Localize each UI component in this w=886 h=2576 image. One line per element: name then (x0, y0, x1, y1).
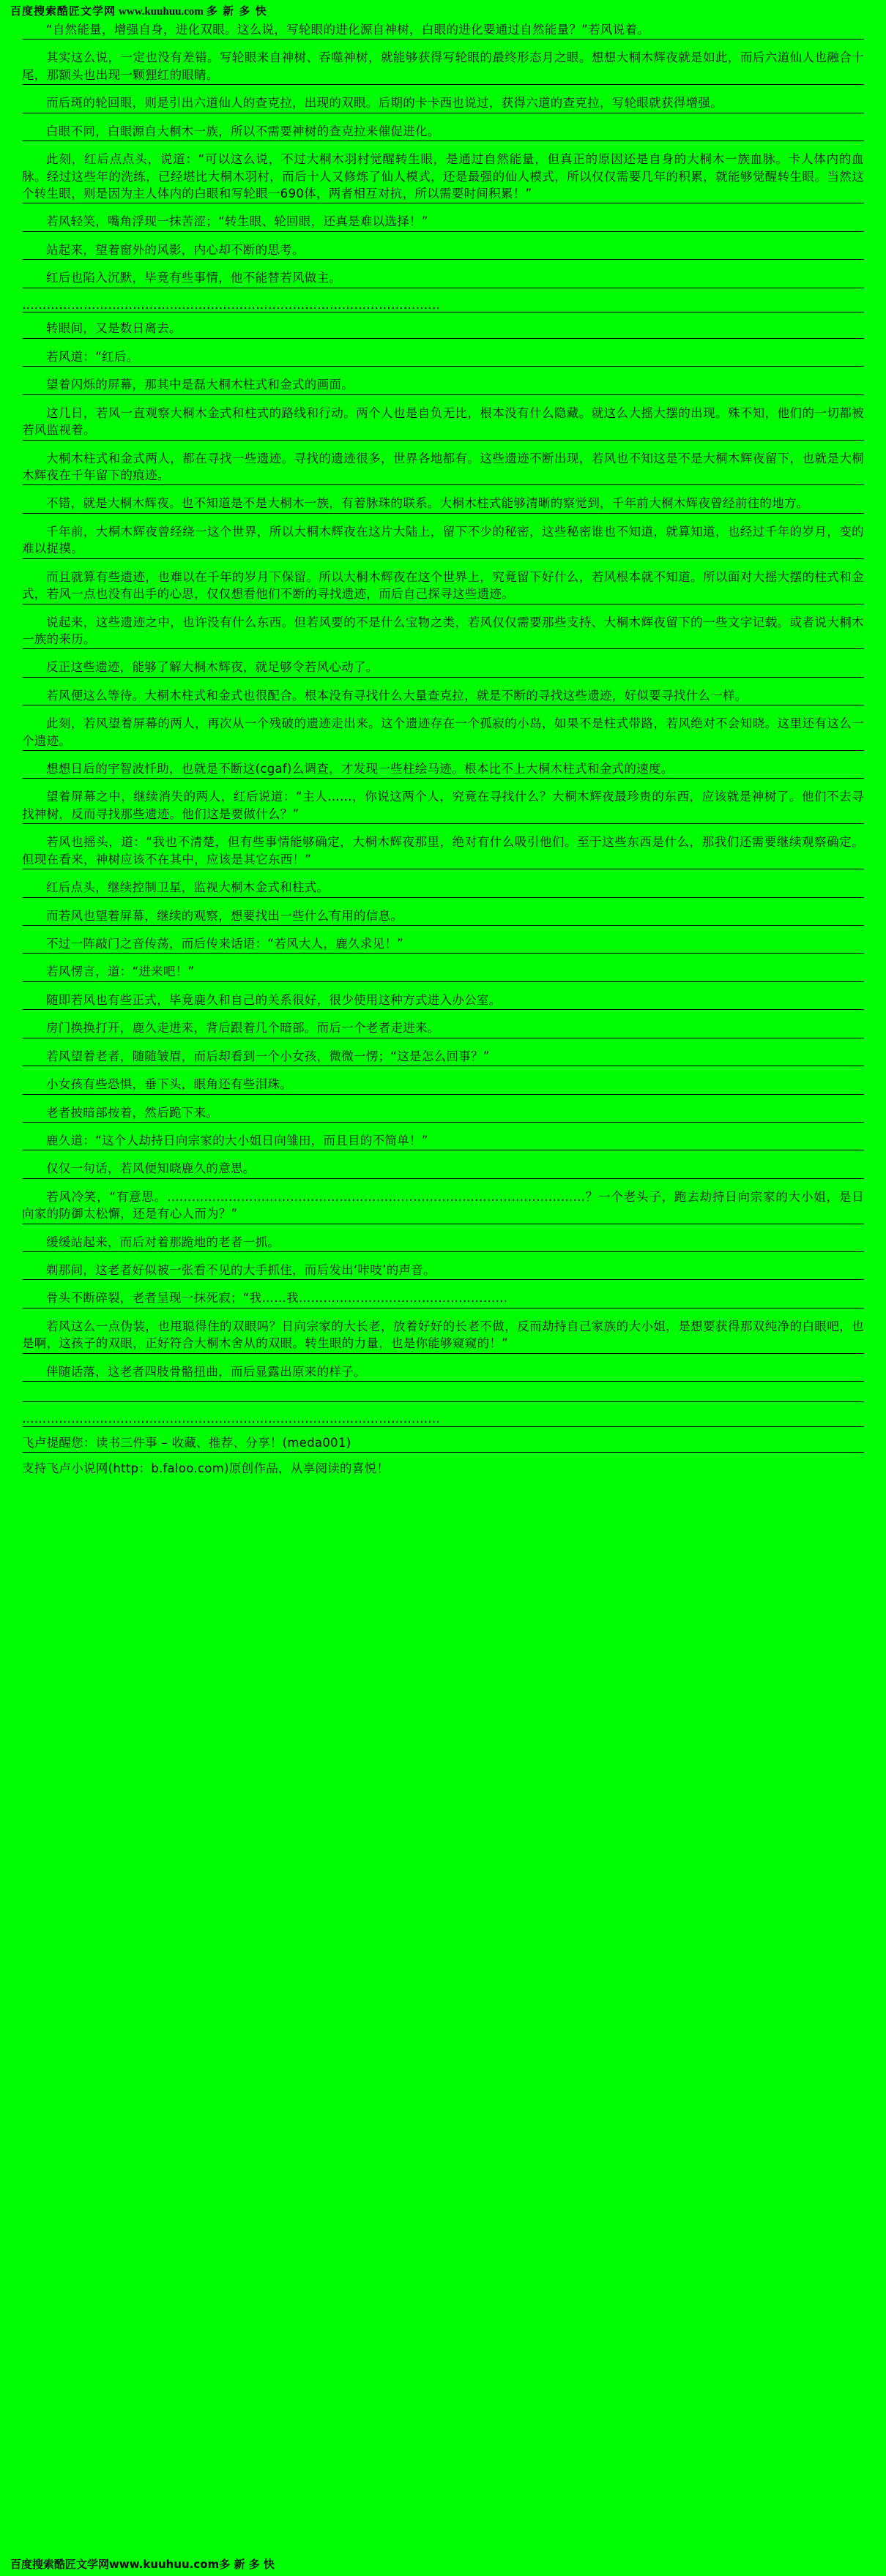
paragraph: 老者披暗部按着，然后跪下来。 (22, 1104, 864, 1123)
paragraph: 若风望着老者，随随皱眉，而后却看到一个小女孩，微微一愣；“这是怎么回事？” (22, 1048, 864, 1066)
banner-url[interactable]: www.kuuhuu.com (119, 6, 204, 18)
paragraph: 若风轻笑，嘴角浮现一抹苦涩；“转生眼、轮回眼，还真是难以选择！” (22, 213, 864, 231)
paragraph: 小女孩有些恐惧，垂下头，眼角还有些泪珠。 (22, 1076, 864, 1094)
paragraph: 想想日后的宇智波忏助，也就是不断这(cgaf)么调查，才发现一些柱绘马迹。根本比不上大桐木柱式和金式的速度。 (22, 760, 864, 779)
paragraph: “自然能量，增强自身，进化双眼。这么说，写轮眼的进化源自神树，白眼的进化要通过自然能量？”若风说着。 (22, 21, 864, 40)
paragraph: 剃那间，这老者好似被一张看不见的大手抓住，而后发出‘咔吱’的声音。 (22, 1262, 864, 1280)
paragraph: 站起来，望着窗外的风影，内心却不断的思考。 (22, 242, 864, 260)
paragraph: 千年前，大桐木辉夜曾经绕一这个世界，所以大桐木辉夜在这片大陆上，留下不少的秘密，这些秘密谁也不知道，就算知道，也经过千年的岁月，变的难以捉摸。 (22, 523, 864, 559)
scene-break-dots: ………………………………………………………………………………………… (22, 298, 864, 313)
top-site-banner (0, 0, 886, 20)
banner-tail: 多 新 多 快 (206, 4, 267, 18)
paragraph: 说起来，这些遗迹之中，也许没有什么东西。但若风要的不是什么宝物之类，若风仅仅需要那些支持、大桐木辉夜留下的一些文字记载。或者说大桐木一族的来历。 (22, 614, 864, 650)
banner-brand-search: 百度搜索 (10, 4, 58, 18)
paragraph: 若风愣言，道：“进来吧！” (22, 963, 864, 981)
paragraph: 而后斑的轮回眼，则是引出六道仙人的查克拉，出现的双眼。后期的卡卡西也说过，获得六道的查克拉，写轮眼就获得增强。 (22, 94, 864, 113)
paragraph: 若风道：“红后。 (22, 348, 864, 367)
paragraph: 此刻，若风望着屏幕的两人，再次从一个残破的遗迹走出来。这个遗迹存在一个孤寂的小岛，如果不是柱式带路，若风绝对不会知晓。这里还有这么一个遗迹。 (22, 715, 864, 751)
paragraph: 望着屏幕之中，继续消失的两人，红后说道：“主人……，你说这两个人，究竟在寻找什么？大桐木辉夜最珍贵的东西，应该就是神树了。他们不去寻找神树，反而寻找那些遗迹。他们这是要做什么？” (22, 788, 864, 824)
paragraph: 不过一阵敲门之音传荡，而后传来话语：“若风大人，鹿久求见！” (22, 935, 864, 954)
bottom-banner-brand-search: 百度搜索 (10, 2558, 55, 2571)
chapter-body (0, 20, 886, 1427)
bottom-banner-tail: 多 新 多 快 (219, 2558, 275, 2571)
paragraph: 转眼间，又是数日离去。 (22, 320, 864, 338)
paragraph: 鹿久道：“这个人劫持日向宗家的大小姐日向雏田，而且目的不简单！” (22, 1132, 864, 1150)
paragraph: 大桐木柱式和金式两人，都在寻找一些遗迹。寻找的遗迹很多，世界各地都有。这些遗迹不断出现，若风也不知这是不是大桐木辉夜留下，也就是大桐木辉夜在千年留下的痕迹。 (22, 450, 864, 486)
paragraph: 骨头不断碎裂，老者呈现一抹死寂；“我……我…………………………………………… (22, 1289, 864, 1308)
paragraph: 不错，就是大桐木辉夜。也不知道是不是大桐木一族，有着脉珠的联系。大桐木柱式能够清晰的察觉到，千年前大桐木辉夜曾经前往的地方。 (22, 495, 864, 513)
paragraph: 此刻，红后点点头，说道：“可以这么说，不过大桐木羽村觉醒转生眼，是通过自然能量，但真正的原因还是自身的大桐木一族血脉。卡人体内的血脉。经过这些年的洗练，已经堪比大桐木羽村，而后十人又修炼了仙人模式，还是最强的仙人模式，所以仅仅需要几年的积累，就能够觉醒转生眼。当然这个转生眼，则是因为主人体内的白眼和写轮眼一690体，两者相互对抗，所以需要时间积累！” (22, 151, 864, 203)
paragraph: 红后点头，继续控制卫星，监视大桐木金式和柱式。 (22, 879, 864, 897)
paragraph: 若风这么一点伪装，也甩聪得住的双眼吗？日向宗家的大长老，放着好好的长老不做，反而劫持自己家族的大小姐，是想要获得那双纯净的白眼吧，也是啊，这孩子的双眼，正好符合大桐木舍从的双眼。转生眼的力量，也是你能够窥窥的！” (22, 1318, 864, 1354)
footer-support-line: 支持飞卢小说网(http：b.faloo.com)原创作品，从享阅读的喜悦！ (22, 1461, 390, 1476)
paragraph: 若风便这么等待。大桐木柱式和金式也很配合。根本没有寻找什么大量查克拉，就是不断的寻找这些遗迹，好似要寻找什么一样。 (22, 687, 864, 705)
bottom-banner-url[interactable]: www.kuuhuu.com (109, 2558, 220, 2571)
banner-brand-site: 酷匠文学网 (57, 4, 116, 18)
paragraph: 若风冷笑，“有意思。…………………………………………………………………………………………？一个老头子，跑去劫持日向宗家的大小姐，是日向家的防御太松懈，还是有心人而为？” (22, 1188, 864, 1224)
chapter-footer (0, 1434, 886, 1478)
paragraph: 若风也摇头，道：“我也不清楚，但有些事情能够确定，大桐木辉夜那里，绝对有什么吸引他们。至于这些东西是什么，那我们还需要继续观察确定。但现在看来，神树应该不在其中，应该是其它东西！” (22, 834, 864, 869)
paragraph: 缓缓站起来，而后对着那跪地的老者一抓。 (22, 1234, 864, 1252)
paragraph: 反正这些遗迹，能够了解大桐木辉夜，就足够令若风心动了。 (22, 659, 864, 677)
paragraph: 望着闪烁的屏幕，那其中是磊大桐木柱式和金式的画面。 (22, 376, 864, 394)
bottom-site-banner (0, 2556, 275, 2572)
footer-promo-line: 飞卢提醒您：读书三件事 – 收藏、推荐、分享！(meda001) (22, 1434, 864, 1453)
paragraph: 白眼不同，白眼源自大桐木一族，所以不需要神树的查克拉来催促进化。 (22, 123, 864, 141)
paragraph: 而若风也望着屏幕，继续的观察，想要找出一些什么有用的信息。 (22, 907, 864, 926)
paragraph: 仅仅一句话，若风便知晓鹿久的意思。 (22, 1160, 864, 1178)
paragraph: 红后也陷入沉默，毕竟有些事情，他不能替若风做主。 (22, 269, 864, 288)
bottom-banner-brand-site: 酷匠文学网 (54, 2558, 110, 2571)
section-divider (22, 1391, 864, 1402)
paragraph: 这几日，若风一直观察大桐木金式和柱式的路线和行动。两个人也是自负无比，根本没有什么隐藏。就这么大摇大摆的出现。殊不知，他们的一切都被若风监视着。 (22, 405, 864, 441)
paragraph: 而且就算有些遗迹，也难以在千年的岁月下保留。所以大桐木辉夜在这个世界上，究竟留下好什么，若风根本就不知道。所以面对大摇大摆的柱式和金式，若风一点也没有出手的心思，仅仅想看他们不断的寻找遗迹，而后自己探寻这些遗迹。 (22, 569, 864, 604)
paragraph: 房门换换打开，鹿久走进来，背后跟着几个暗部。而后一个老者走进来。 (22, 1019, 864, 1038)
paragraph: 随即若风也有些正式，毕竟鹿久和自己的关系很好，很少使用这种方式进入办公室。 (22, 992, 864, 1010)
section-divider-dots: ………………………………………………………………………………………… (22, 1412, 864, 1427)
paragraph: 其实这么说，一定也没有差错。写轮眼来自神树、吞噬神树，就能够获得写轮眼的最终形态月之眼。想想大桐木辉夜就是如此，而后六道仙人也融合十尾，那额头也出现一颗狸红的眼睛。 (22, 49, 864, 85)
paragraph: 伴随话落，这老者四肢骨骼扭曲，而后显露出原来的样子。 (22, 1363, 864, 1382)
